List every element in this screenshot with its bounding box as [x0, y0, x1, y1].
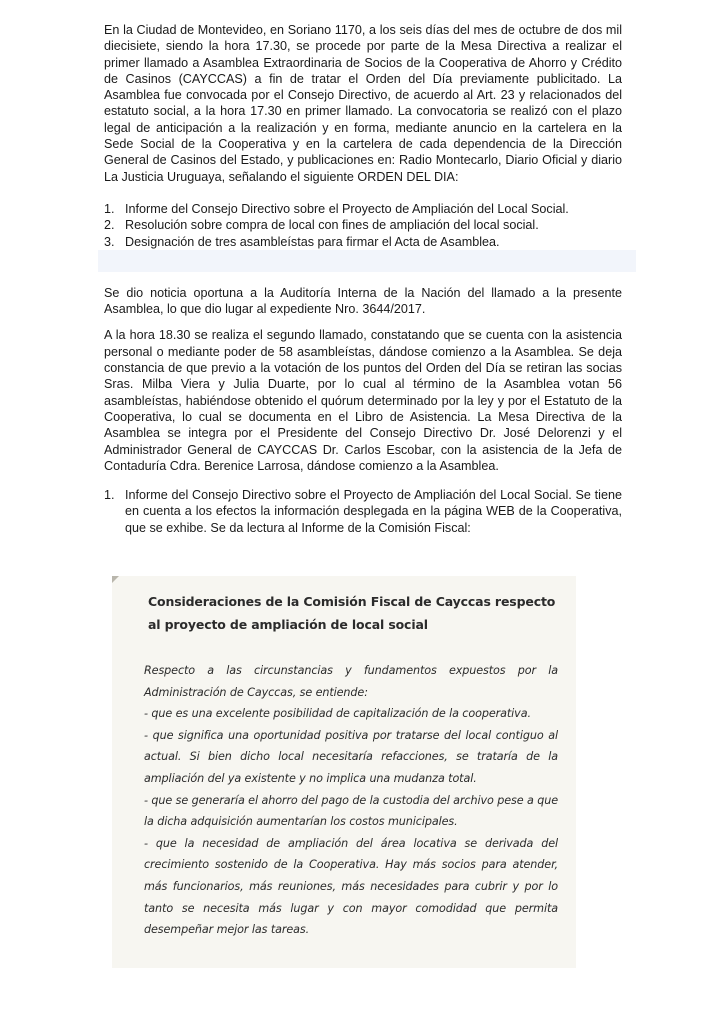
agenda-list: [104, 201, 622, 250]
discussion-item-text: Informe del Consejo Directivo sobre el Proyecto de Ampliación del Local Social. Se tiene en cuenta a los efectos la información desplegada en la página WEB de la Cooperativa, que se exhibe. Se da lectura al Informe de la Comisión Fiscal:: [125, 488, 622, 535]
opening-paragraph: En la Ciudad de Montevideo, en Soriano 1170, a los seis días del mes de octubre de dos mil diecisiete, siendo la hora 17.30, se procede por parte de la Mesa Directiva a realizar el primer llamado a Asamblea Extraordinaria de Socios de la Cooperativa de Ahorro y Crédito de Casinos (CAYCCAS) a fin de tratar el Orden del Día previamente publicitado. La Asamblea fue convocada por el Consejo Directivo, de acuerdo al Art. 23 y relacionados del estatuto social, a la hora 17.30 en primer llamado. La convocatoria se realizó con el plazo legal de anticipación a la realización y en forma, mediante anuncio en la cartelera en la Sede Social de la Cooperativa y en la cartelera de cada dependencia de la Dirección General de Casinos del Estado, y publicaciones en: Radio Montecarlo, Diario Oficial y diario La Justicia Uruguaya, señalando el siguiente ORDEN DEL DIA:: [104, 23, 622, 184]
scanned-report-body: [144, 660, 558, 941]
agenda-item-number: 1.: [104, 201, 115, 216]
scanned-report-title: Consideraciones de la Comisión Fiscal de Cayccas respecto al proyecto de ampliación de local social: [148, 594, 556, 632]
scanned-report-point: - que significa una oportunidad positiva por tratarse del local contiguo al actual. Si bien dicho local necesitaría refacciones, se trataría de la ampliación del ya existente y no implica una mudanza total.: [144, 728, 558, 785]
agenda-item-discussion: [104, 487, 622, 536]
scanned-report-point: - que la necesidad de ampliación del área locativa se derivada del crecimiento sostenido de la Cooperativa. Hay más socios para atender, más funcionarios, más reuniones, más necesidades para cubrir y por lo tanto se necesita más lugar y con mayor comodidad que permita desempeñar mejor las tareas.: [144, 836, 558, 937]
document-page: [104, 22, 622, 536]
agenda-item-text: Informe del Consejo Directivo sobre el Proyecto de Ampliación del Local Social.: [125, 201, 569, 216]
discussion-item-number: 1.: [104, 488, 115, 503]
page-break-band: [98, 250, 636, 272]
scanned-report-point: - que es una excelente posibilidad de capitalización de la cooperativa.: [144, 707, 531, 721]
agenda-item: [104, 201, 622, 217]
agenda-item-number: 3.: [104, 234, 115, 249]
scanned-report-point: - que se generaría el ahorro del pago de la custodia del archivo pese a que la dicha adquisición aumentarían los costos municipales.: [144, 793, 558, 829]
second-call-paragraph: A la hora 18.30 se realiza el segundo llamado, constatando que se cuenta con la asistencia personal o mediante poder de 58 asambleístas, dándose comienzo a la Asamblea. Se deja constancia de que previo a la votación de los puntos del Orden del Día se retiran las socias Sras. Milba Viera y Julia Duarte, por lo cual al término de la Asamblea votan 56 asambleístas, habiéndose obtenido el quórum determinado por la ley y por el Estatuto de la Cooperativa, lo cual se documenta en el Libro de Asistencia. La Mesa Directiva de la Asamblea se integra por el Presidente del Consejo Directivo Dr. José Delorenzi y el Administrador General de CAYCCAS Dr. Carlos Escobar, con la asistencia de la Jefa de Contaduría Cdra. Berenice Larrosa, dándose comienzo a la Asamblea.: [104, 328, 622, 473]
scanned-report-intro: Respecto a las circunstancias y fundamentos expuestos por la Administración de Cayccas, se entiende:: [144, 664, 558, 699]
agenda-item-text: Resolución sobre compra de local con fines de ampliación del local social.: [125, 218, 539, 233]
audit-notice-paragraph: Se dio noticia oportuna a la Auditoría Interna de la Nación del llamado a la presente Asamblea, lo que dio lugar al expediente Nro. 3644/2017.: [104, 285, 622, 317]
scanned-report-image: [112, 576, 576, 968]
agenda-item: [104, 234, 622, 250]
agenda-item: [104, 217, 622, 233]
agenda-item-text: Designación de tres asambleístas para firmar el Acta de Asamblea.: [125, 234, 500, 249]
agenda-item-number: 2.: [104, 218, 115, 233]
corner-mark: [112, 576, 119, 583]
